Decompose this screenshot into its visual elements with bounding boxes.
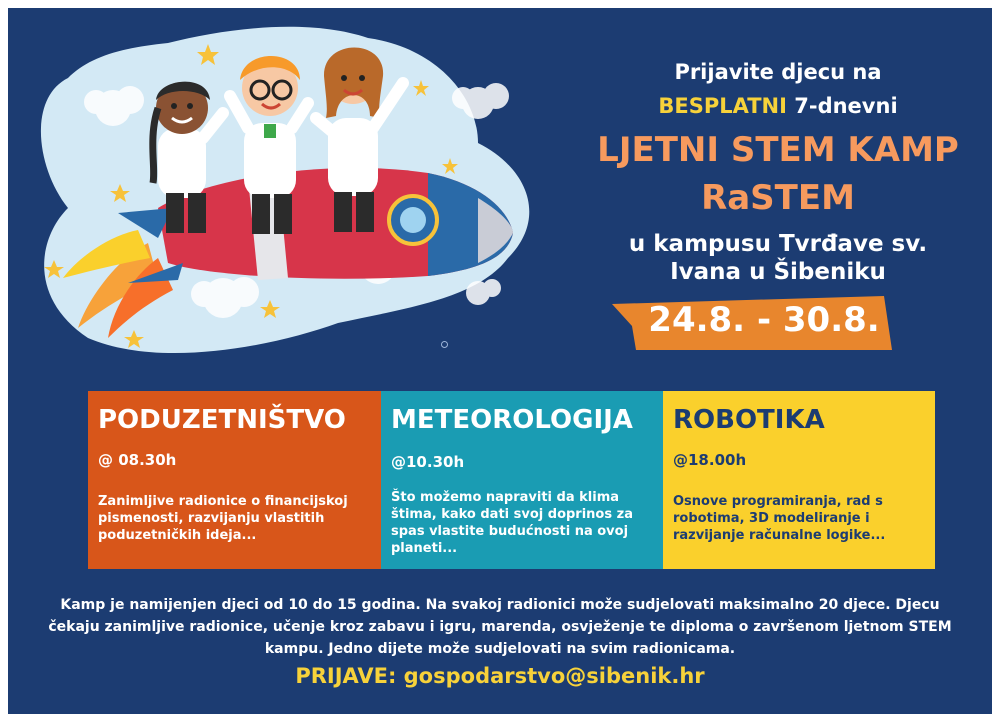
camp-title: LJETNI STEM KAMP [597,130,959,170]
headline-line-2 [568,94,988,118]
workshop-panels [88,391,935,569]
location-text [568,230,988,286]
decorative-dot [441,341,448,348]
panel-description: Što možemo napraviti da klima štima, kako dati svoj doprinos za spas vlastite budućnosti na ovoj planeti... [391,490,633,556]
panel-meteorology [381,391,663,569]
panel-time: @18.00h [673,451,747,469]
panel-description: Osnove programiranja, rad s robotima, 3D modeliranje i razvijanje računalne logike... [673,494,886,543]
location-line-1: u kampusu Tvrđave sv. [628,231,928,257]
panel-description: Zanimljive radionice o financijskoj pismenosti, razvijanju vlastitih poduzetničkih ideja... [98,494,348,543]
panel-robotics [663,391,935,569]
headline-line-1: Prijavite djecu na [674,60,882,84]
signup-email[interactable]: PRIJAVE: gospodarstvo@sibenik.hr [295,664,705,688]
kids-on-rocket-illustration [8,8,568,368]
panel-time: @ 08.30h [98,451,177,469]
panel-title: METEOROLOGIJA [391,405,633,435]
free-highlight: BESPLATNI [658,94,787,118]
panel-title: ROBOTIKA [673,405,825,435]
location-line-2: Ivana u Šibeniku [670,259,886,285]
poster [8,8,992,714]
date-range: 24.8. - 30.8. [648,300,880,340]
panel-time: @10.30h [391,453,465,471]
camp-info-text: Kamp je namijenjen djeci od 10 do 15 godina. Na svakoj radionici može sudjelovati maksimalno 20 djece. Djecu čekaju zanimljive radionice, učenje kroz zabavu i igru, marenda, osvježenje te diploma o završenom ljetnom STEM kampu. Jedno dijete može sudjelovati na svim radionicama. [48,597,952,657]
camp-name: RaSTEM [701,178,855,218]
duration-text: 7-dnevni [786,94,898,118]
panel-title: PODUZETNIŠTVO [98,405,346,435]
panel-entrepreneurship [88,391,381,569]
